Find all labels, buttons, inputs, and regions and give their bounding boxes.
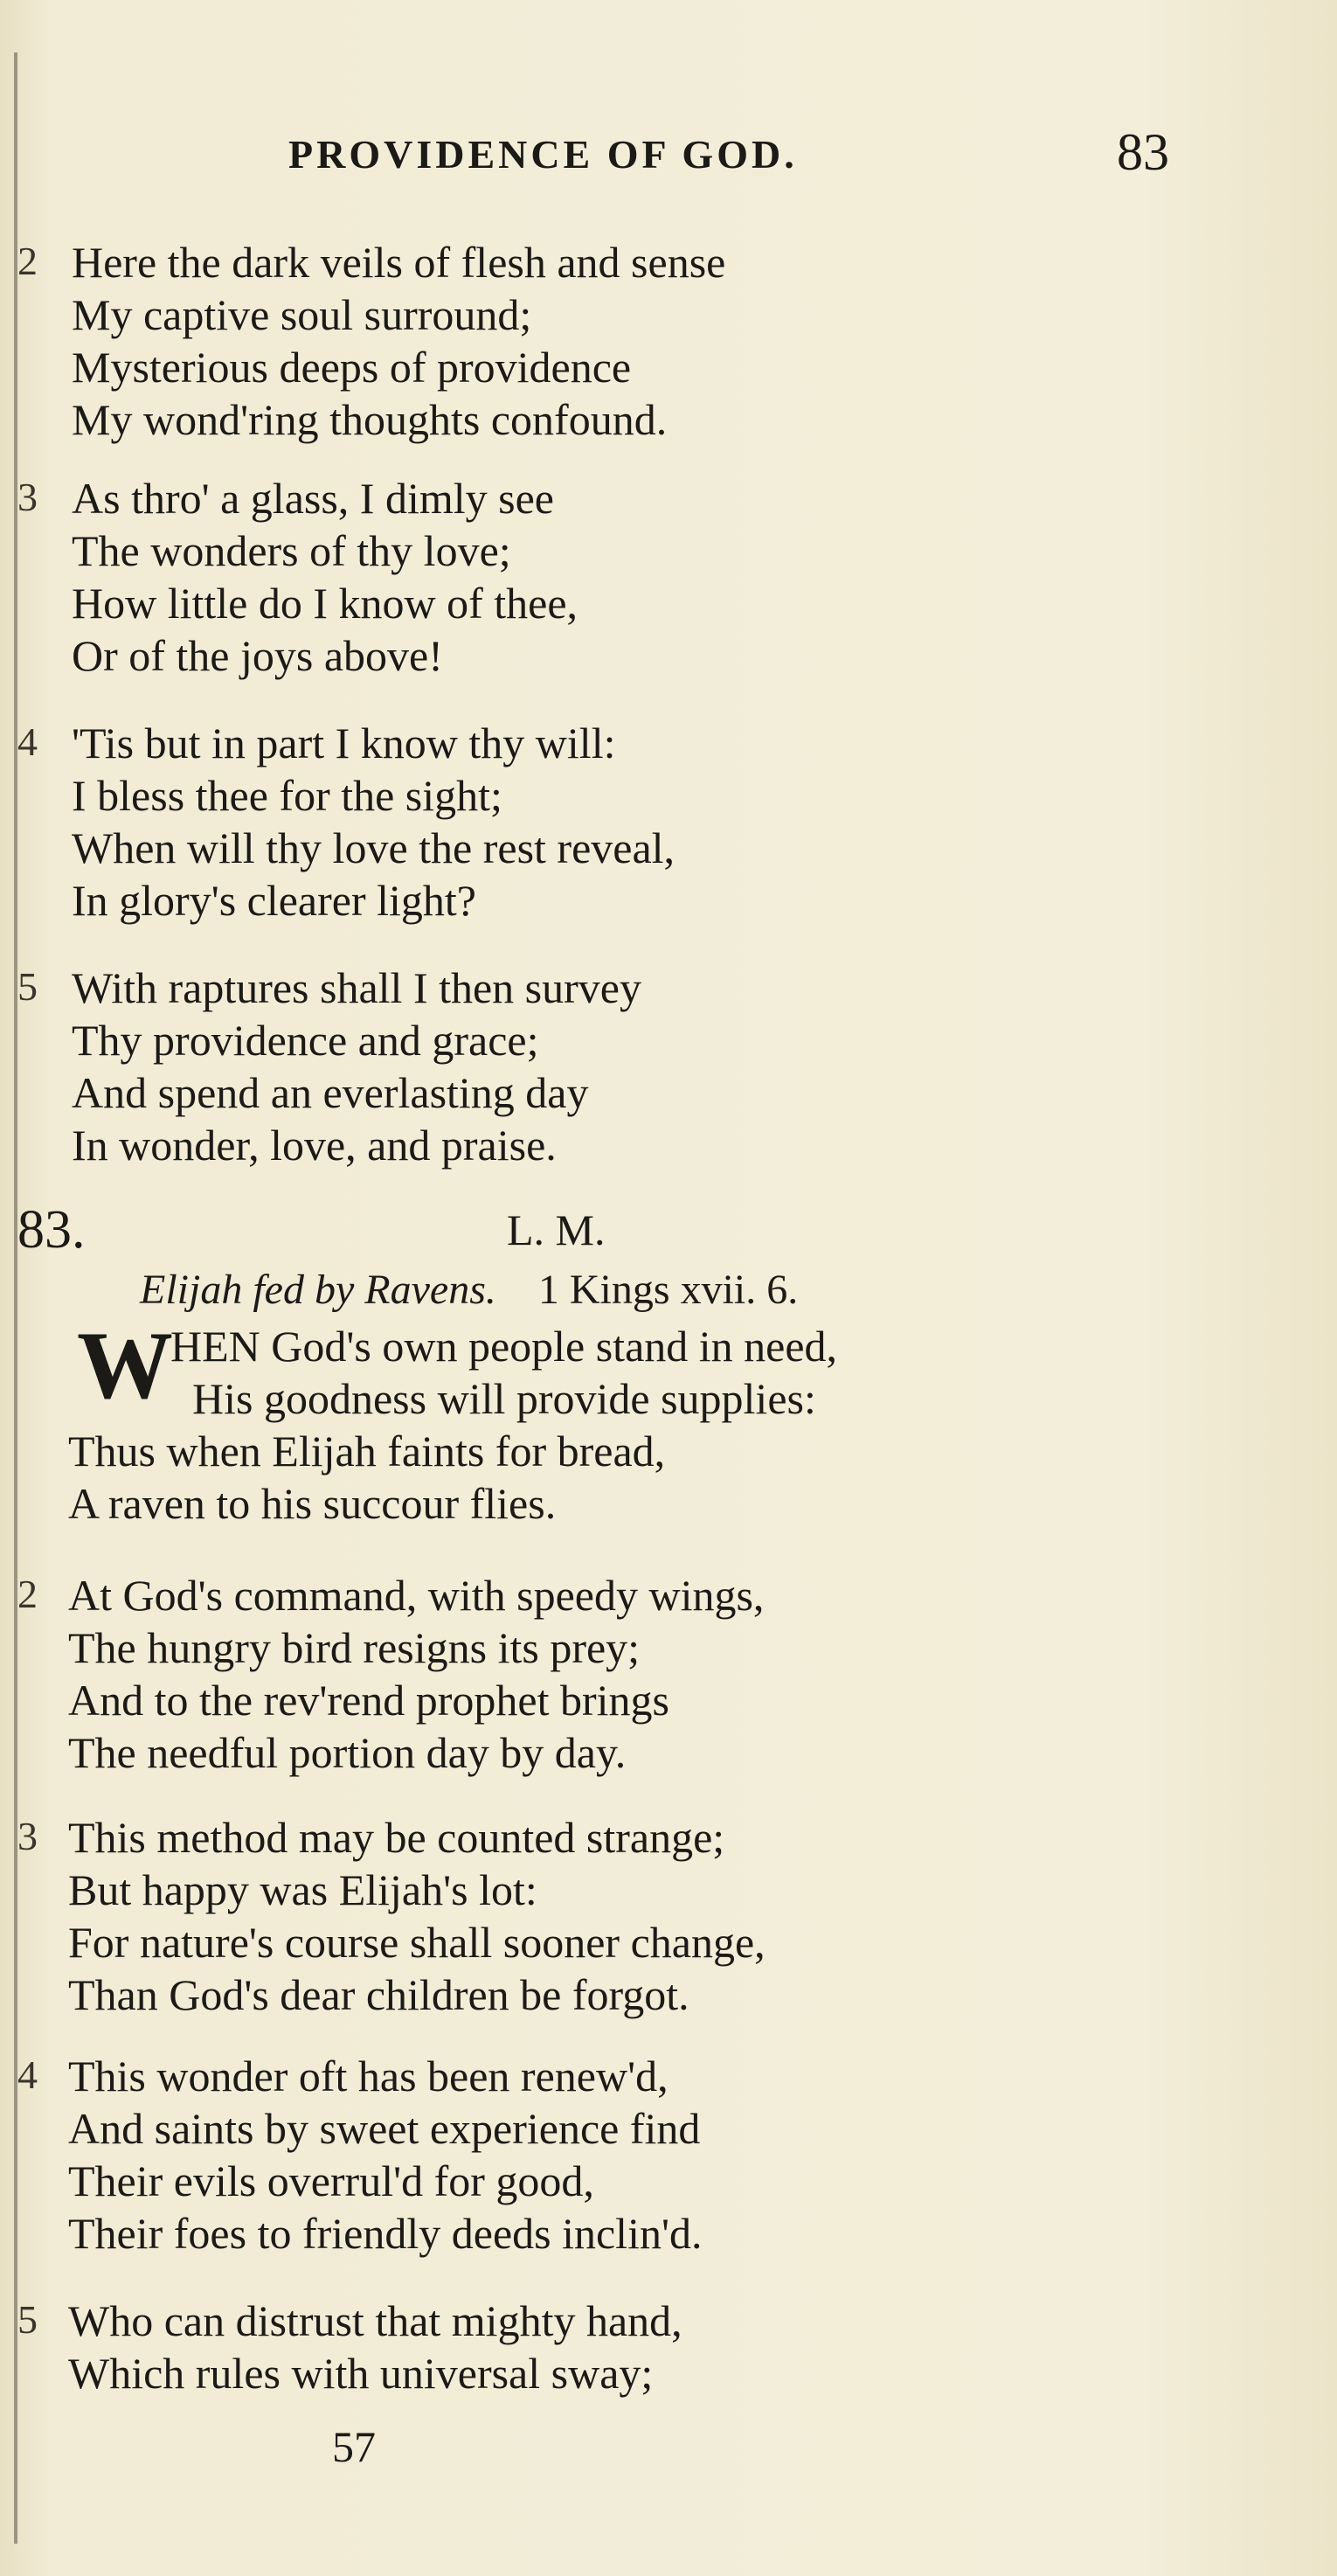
stanza-83-5: [17, 2295, 682, 2399]
stanza-83-4: [17, 2050, 702, 2260]
hymn-meter: L. M.: [507, 1205, 606, 1254]
verse-line: In wonder, love, and praise.: [72, 1121, 557, 1170]
stanza-number: 4: [17, 719, 38, 764]
stanza-number: 2: [17, 1572, 38, 1616]
hymn-number: 83.: [17, 1200, 86, 1260]
verse-line: My wond'ring thoughts confound.: [72, 395, 668, 444]
verse-line: I bless thee for the sight;: [72, 771, 502, 820]
verse-line: My captive soul surround;: [72, 290, 532, 339]
drop-cap: W: [77, 1312, 173, 1419]
verse-line: And to the rev'rend prophet brings: [68, 1676, 670, 1725]
stanza-82-5: [17, 962, 641, 1171]
verse-line: But happy was Elijah's lot:: [68, 1865, 537, 1914]
verse-line: Thus when Elijah faints for bread,: [68, 1427, 666, 1475]
verse-line: This method may be counted strange;: [68, 1813, 725, 1862]
hymn-title: Elijah fed by Ravens.: [140, 1267, 496, 1313]
verse-line: The needful portion day by day.: [68, 1728, 627, 1777]
verse-line: 'Tis but in part I know thy will:: [72, 719, 616, 767]
verse-line: His goodness will provide supplies:: [192, 1374, 816, 1423]
verse-line: And saints by sweet experience find: [68, 2104, 701, 2153]
stanza-number: 5: [17, 964, 38, 1009]
page-number: 83: [1117, 123, 1169, 181]
verse-line: Or of the joys above!: [72, 631, 443, 680]
stanza-82-3: [17, 472, 578, 682]
verse-line: At God's command, with speedy wings,: [68, 1571, 765, 1620]
verse-line: When will thy love the rest reveal,: [72, 823, 675, 872]
stanza-number: 3: [17, 475, 38, 519]
stanza-83-2: [17, 1569, 764, 1779]
verse-line: Their evils overrul'd for good,: [68, 2156, 594, 2205]
stanza-number: 5: [17, 2297, 38, 2342]
stanza-number: 2: [17, 239, 38, 283]
verse-line: In glory's clearer light?: [72, 876, 476, 925]
verse-line: Their foes to friendly deeds inclin'd.: [68, 2209, 703, 2258]
verse-line: The wonders of thy love;: [72, 526, 511, 575]
verse-line: Here the dark veils of flesh and sense: [72, 238, 726, 287]
verse-line: This wonder oft has been renew'd,: [68, 2052, 668, 2100]
stanza-83-1: [17, 1312, 838, 1530]
verse-line: The hungry bird resigns its prey;: [68, 1623, 641, 1672]
running-head: PROVIDENCE OF GOD.: [288, 132, 798, 177]
stanza-number: 4: [17, 2052, 38, 2097]
stanza-number: 3: [17, 1814, 38, 1858]
verse-line: As thro' a glass, I dimly see: [72, 474, 554, 523]
verse-line: Thy providence and grace;: [72, 1016, 539, 1065]
scripture-reference: 1 Kings xvii. 6.: [537, 1267, 799, 1313]
verse-line: How little do I know of thee,: [72, 579, 578, 628]
stanza-83-3: [17, 1811, 765, 2021]
verse-line: Which rules with universal sway;: [68, 2349, 654, 2398]
verse-line: Who can distrust that mighty hand,: [68, 2296, 682, 2345]
signature-mark: 57: [332, 2422, 376, 2471]
hymn-subtitle: [140, 1266, 798, 1314]
verse-line: Mysterious deeps of providence: [72, 343, 632, 392]
verse-line: Than God's dear children be forgot.: [68, 1970, 689, 2019]
stanza-82-2: [17, 236, 725, 446]
verse-line: For nature's course shall sooner change,: [68, 1918, 765, 1967]
verse-line: HEN God's own people stand in need,: [170, 1322, 838, 1371]
stanza-82-4: [17, 717, 675, 927]
verse-line: And spend an everlasting day: [72, 1068, 589, 1117]
verse-line: With raptures shall I then survey: [72, 963, 641, 1012]
verse-line: A raven to his succour flies.: [68, 1479, 557, 1528]
